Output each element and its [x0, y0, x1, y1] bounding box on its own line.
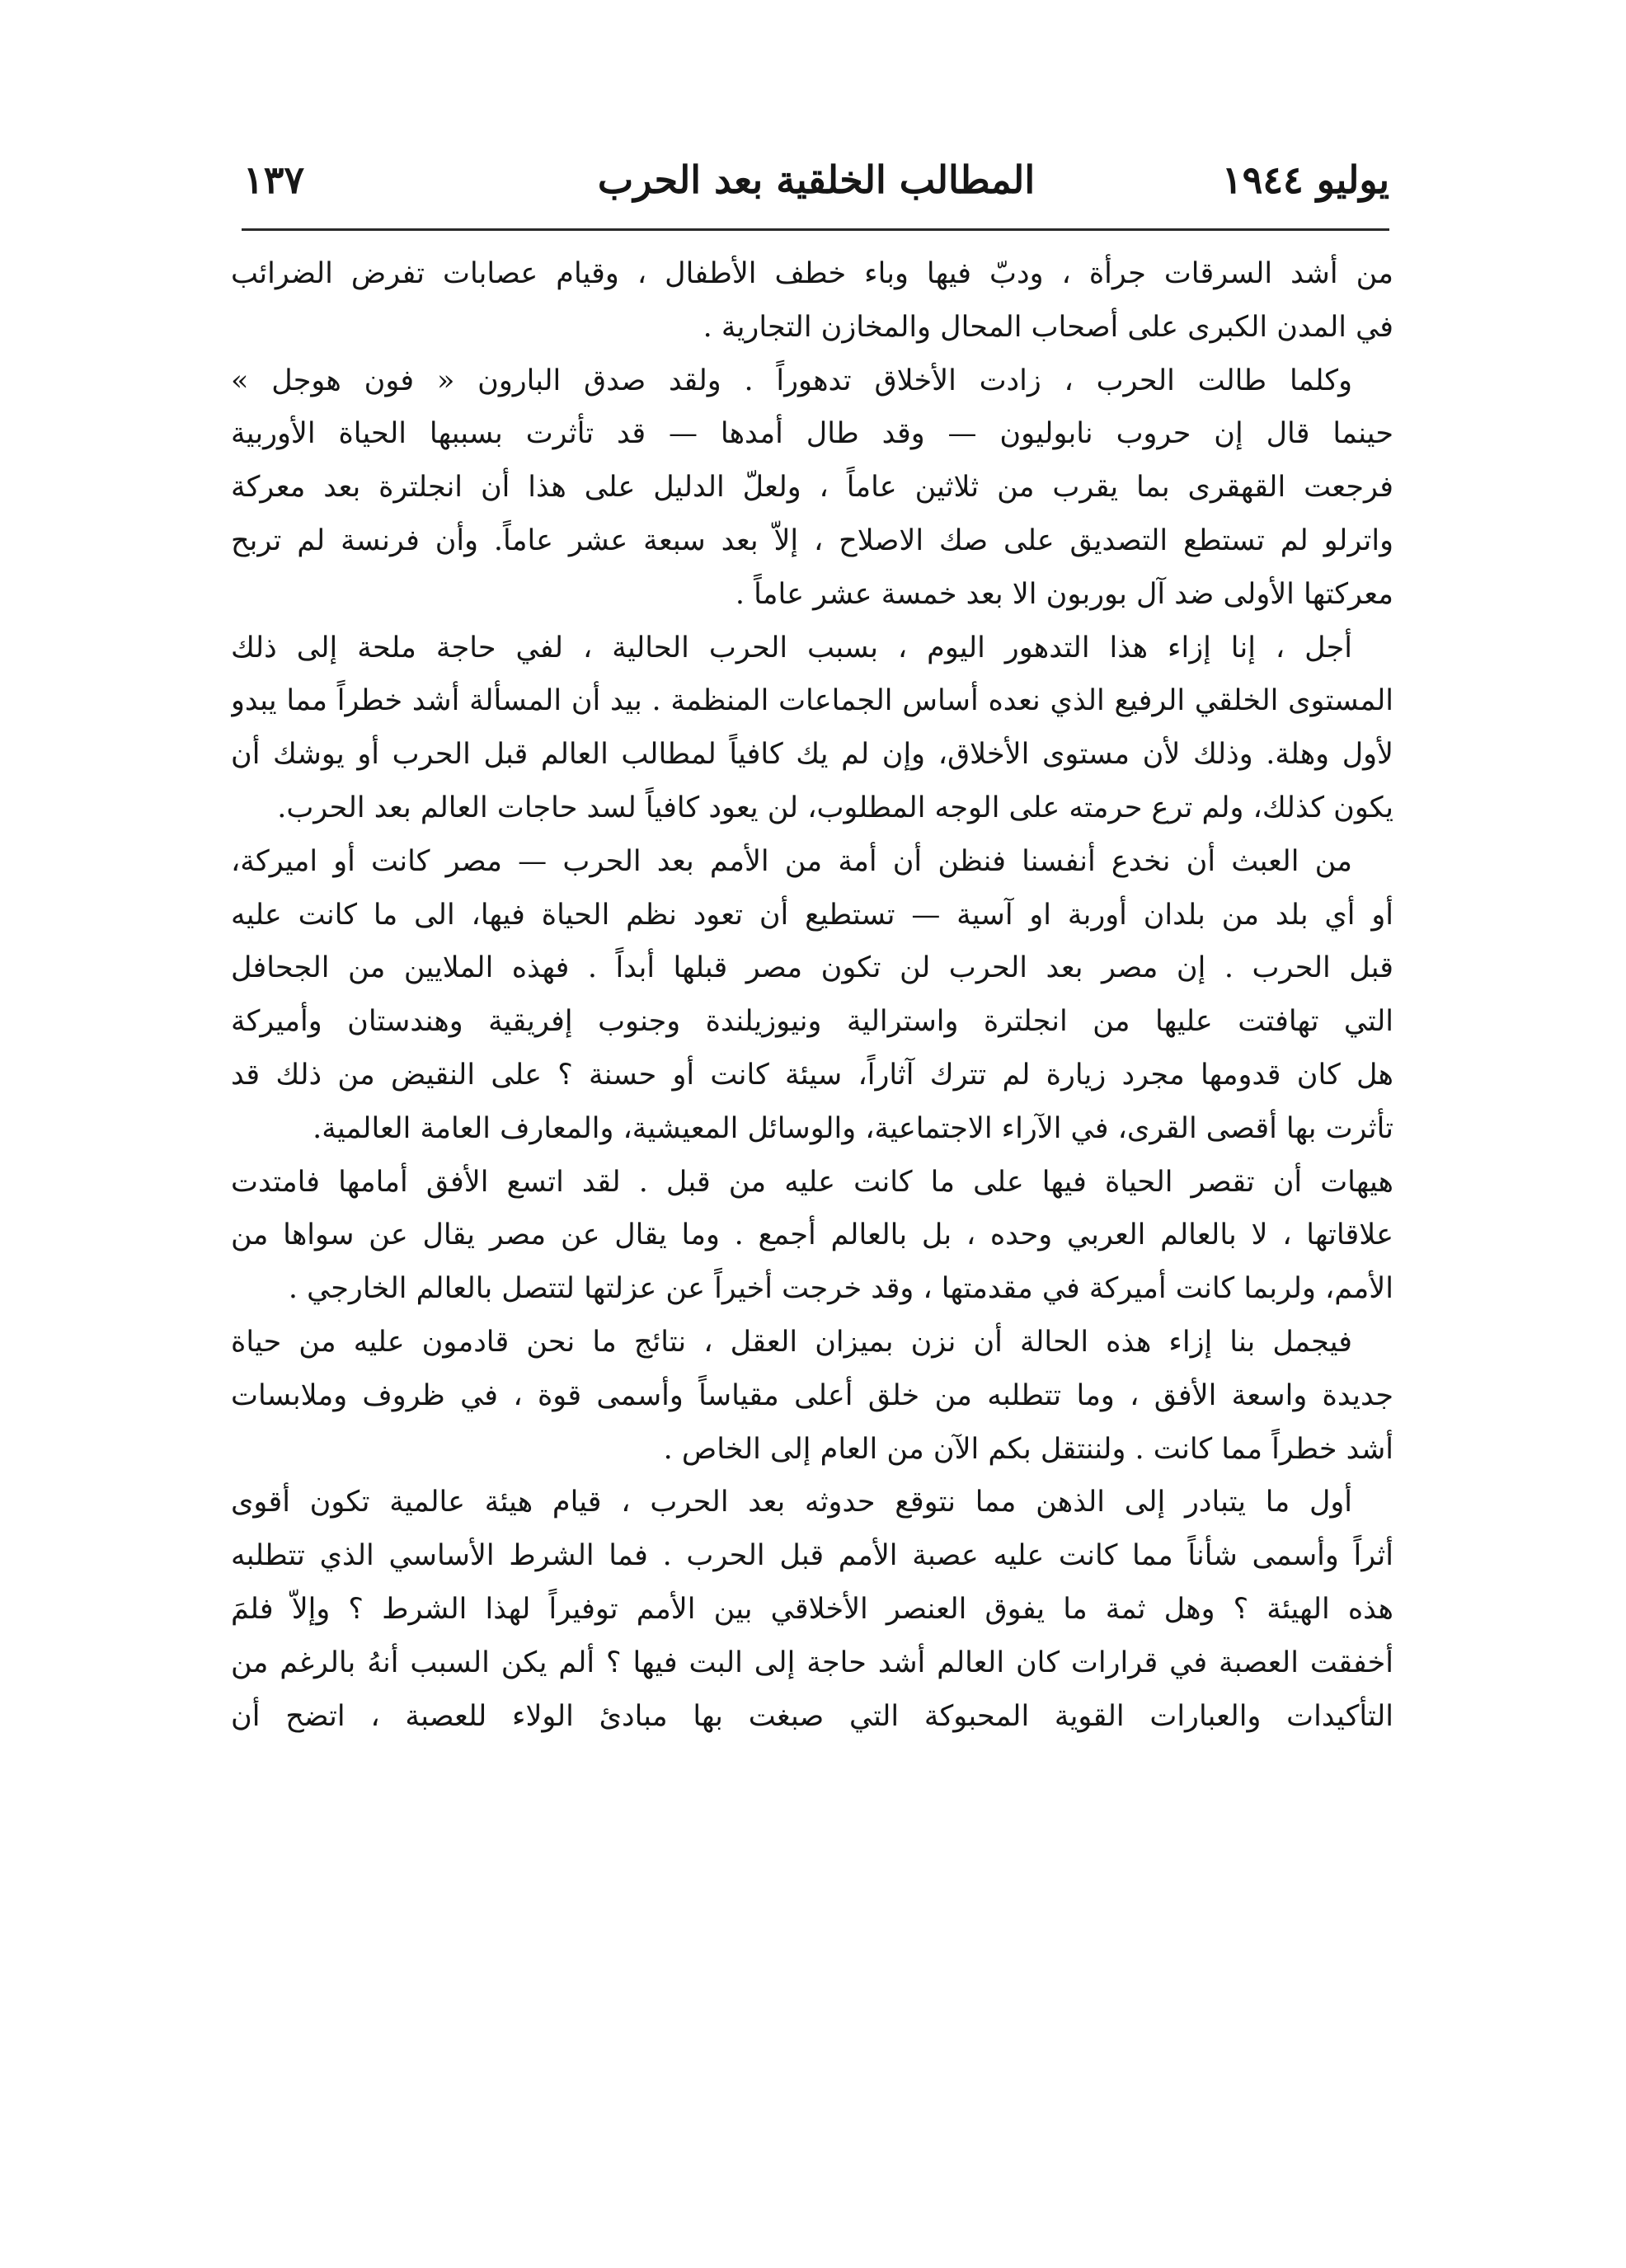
text-line: أو أي بلد من بلدان أوربة او آسية — تستطيع أن تعود نظم الحياة فيها، الى ما كانت عليه	[231, 898, 1393, 932]
header-divider	[242, 228, 1389, 231]
text-line: هيهات أن تقصر الحياة فيها على ما كانت عليه من قبل . لقد اتسع الأفق أمامها فامتدت	[231, 1165, 1393, 1199]
text-line: فرجعت القهقرى بما يقرب من ثلاثين عاماً ، ولعلّ الدليل على هذا أن انجلترة بعد معركة	[231, 471, 1393, 505]
text-line: لأول وهلة. وذلك لأن مستوى الأخلاق، وإن لم يك كافياً لمطالب العالم قبل الحرب أو يوشك أن	[231, 738, 1393, 772]
text-line: أشد خطراً مما كانت . ولننتقل بكم الآن من العام إلى الخاص .	[663, 1432, 1393, 1466]
text-line: فيجمل بنا إزاء هذه الحالة أن نزن بميزان العقل ، نتائج ما نحن قادمون عليه من حياة	[231, 1325, 1352, 1359]
text-line: هل كان قدومها مجرد زيارة لم تترك آثاراً، سيئة كانت أو حسنة ؟ على النقيض من ذلك قد	[231, 1058, 1393, 1092]
text-line: في المدن الكبرى على أصحاب المحال والمخازن التجارية .	[703, 310, 1393, 344]
article-body	[231, 247, 1393, 1743]
text-line: التأكيدات والعبارات القوية المحبوكة التي صبغت بها مبادئ الولاء للعصبة ، اتضح أن	[231, 1699, 1393, 1733]
running-header	[243, 147, 1389, 213]
text-line: علاقاتها ، لا بالعالم العربي وحده ، بل بالعالم أجمع . وما يقال عن مصر يقال عن سواها من	[231, 1219, 1393, 1252]
text-line: يكون كذلك، ولم ترع حرمته على الوجه المطلوب، لن يعود كافياً لسد حاجات العالم بعد الحرب.	[277, 791, 1393, 824]
text-line: من العبث أن نخدع أنفسنا فنظن أن أمة من الأمم بعد الحرب — مصر كانت أو اميركة،	[231, 844, 1352, 878]
text-line: معركتها الأولى ضد آل بوربون الا بعد خمسة عشر عاماً .	[735, 577, 1393, 611]
page-number: ١٣٧	[243, 157, 305, 202]
text-line: التي تهافتت عليها من انجلترة واسترالية ونيوزيلندة وجنوب إفريقية وهندستان وأميركة	[231, 1005, 1393, 1039]
text-line: واترلو لم تستطع التصديق على صك الاصلاح ، إلاّ بعد سبعة عشر عاماً. وأن فرنسة لم تربح	[231, 524, 1393, 557]
text-line: تأثرت بها أقصى القرى، في الآراء الاجتماعية، والوسائل المعيشية، والمعارف العامة العالمية.	[313, 1111, 1393, 1145]
issue-date: يوليو ١٩٤٤	[1221, 157, 1389, 202]
text-line: وكلما طالت الحرب ، زادت الأخلاق تدهوراً . ولقد صدق البارون « فون هوجل »	[231, 364, 1352, 397]
text-line: أجل ، إنا إزاء هذا التدهور اليوم ، بسبب الحرب الحالية ، لفي حاجة ملحة إلى ذلك	[231, 631, 1352, 664]
text-line: قبل الحرب . إن مصر بعد الحرب لن تكون مصر قبلها أبداً . فهذه الملايين من الجحافل	[231, 951, 1393, 985]
article-title: المطالب الخلقية بعد الحرب	[597, 157, 1036, 202]
text-line: حينما قال إن حروب نابوليون — وقد طال أمدها — قد تأثرت بسببها الحياة الأوربية	[231, 417, 1393, 451]
text-line: أول ما يتبادر إلى الذهن مما نتوقع حدوثه بعد الحرب ، قيام هيئة عالمية تكون أقوى	[231, 1486, 1352, 1519]
text-line: هذه الهيئة ؟ وهل ثمة ما يفوق العنصر الأخلاقي بين الأمم توفيراً لهذا الشرط ؟ وإلاّ فلمَ	[231, 1592, 1393, 1626]
text-line: أخفقت العصبة في قرارات كان العالم أشد حاجة إلى البت فيها ؟ ألم يكن السبب أنهُ بالرغم من	[231, 1646, 1393, 1679]
text-line: الأمم، ولربما كانت أميركة في مقدمتها ، وقد خرجت أخيراً عن عزلتها لتتصل بالعالم الخارجي .	[288, 1272, 1393, 1306]
text-line: من أشد السرقات جرأة ، ودبّ فيها وباء خطف الأطفال ، وقيام عصابات تفرض الضرائب	[231, 257, 1393, 290]
text-line: أثراً وأسمى شأناً مما كانت عليه عصبة الأمم قبل الحرب . فما الشرط الأساسي الذي تتطلبه	[231, 1539, 1393, 1573]
text-line: المستوى الخلقي الرفيع الذي نعده أساس الجماعات المنظمة . بيد أن المسألة أشد خطراً مما يبدو	[231, 684, 1393, 718]
text-line: جديدة واسعة الأفق ، وما تتطلبه من خلق أعلى مقياساً وأسمى قوة ، في ظروف وملابسات	[231, 1378, 1393, 1412]
